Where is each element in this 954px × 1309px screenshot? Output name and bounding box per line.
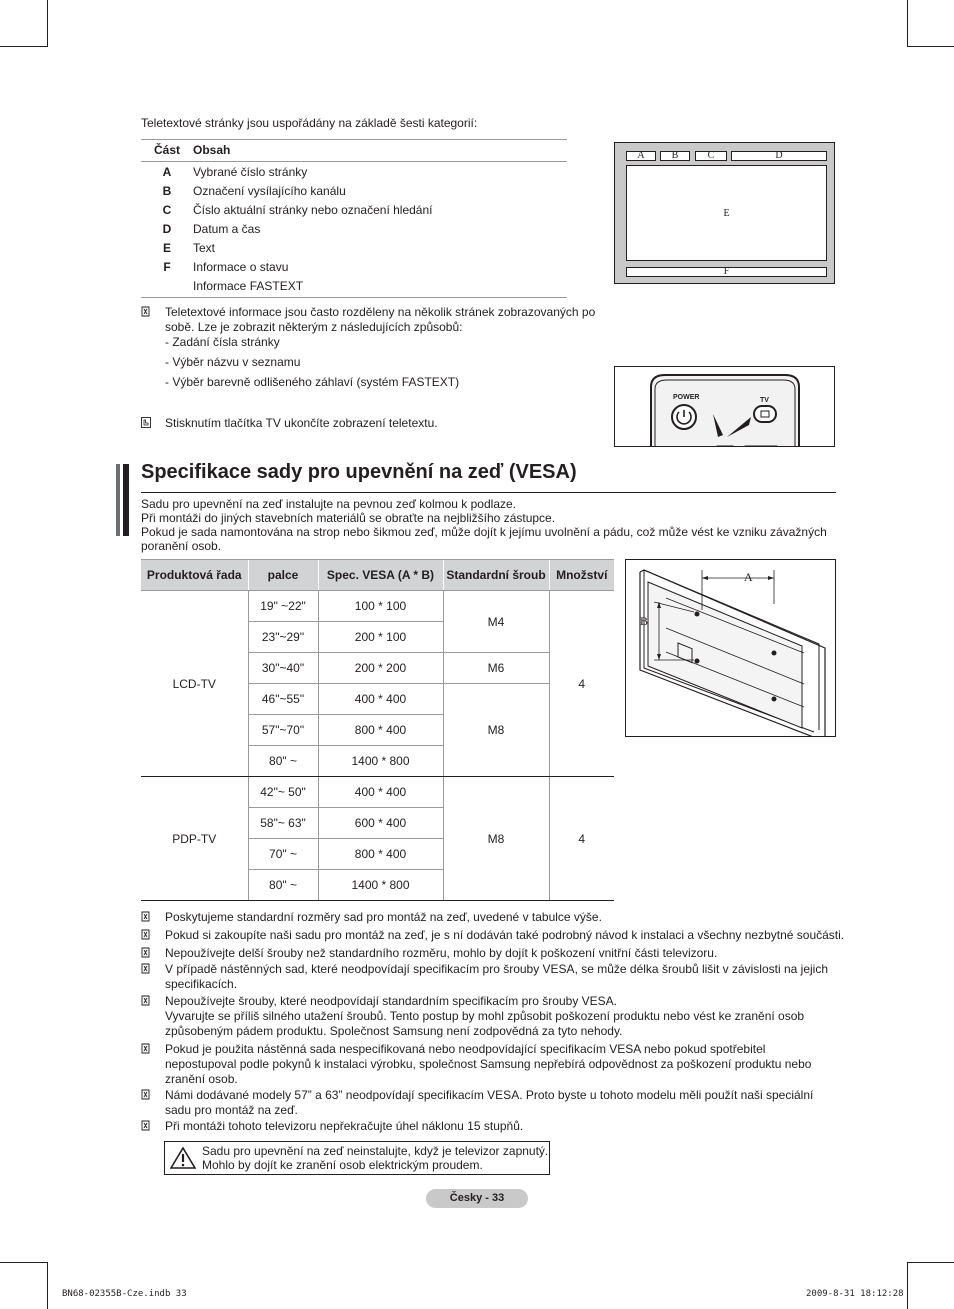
note-text: sadu pro montáž na zeď. bbox=[165, 1103, 298, 1117]
crop-mark bbox=[47, 1262, 48, 1309]
tv-note-text: Stisknutím tlačítka TV ukončíte zobrazení teletextu. bbox=[165, 416, 438, 430]
qty-cell: 4 bbox=[549, 777, 614, 901]
part-key bbox=[141, 276, 193, 295]
footer-date: 2009-8-31 18:12:28 bbox=[806, 1289, 904, 1299]
dimension-label-a: A bbox=[744, 570, 753, 584]
product-line-lcd: LCD-TV bbox=[141, 591, 248, 777]
spec-cell: 100 * 100 bbox=[318, 591, 443, 622]
note-text: Vyvarujte se příliš silného utažení šroubů. Tento postup by mohl způsobit poškození produktu nebo vést ke zranění osob bbox=[165, 1009, 805, 1023]
note-text: Pokud si zakoupíte naši sadu pro montáž na zeď, je s ní dodáván také podrobný návod k instalaci a všechny nezbytné součásti. bbox=[165, 928, 845, 942]
spec-cell: 800 * 400 bbox=[318, 839, 443, 870]
part-key: F bbox=[163, 259, 171, 274]
figure-label-e: E bbox=[626, 165, 827, 261]
table-row bbox=[141, 200, 567, 219]
note-text: nepostupoval podle pokynů k instalaci výrobku, společnost Samsung nepřebírá odpovědnost za poškození produktu nebo bbox=[165, 1057, 812, 1071]
note-icon bbox=[141, 963, 151, 974]
note-item bbox=[141, 1119, 841, 1134]
list-item-text: Výběr názvu v seznamu bbox=[172, 355, 301, 369]
wall-mount-figure bbox=[625, 559, 836, 737]
footer-file: BN68-02355B-Cze.indb 33 bbox=[62, 1289, 187, 1299]
figure-label-a: A bbox=[626, 151, 656, 161]
crop-mark bbox=[47, 0, 48, 47]
vesa-table bbox=[141, 559, 614, 901]
part-value: Vybrané číslo stránky bbox=[193, 164, 308, 179]
figure-label-d: D bbox=[731, 151, 827, 161]
tv-note bbox=[141, 416, 541, 431]
table-rule bbox=[141, 297, 567, 298]
section-title: Specifikace sady pro upevnění na zeď (VESA) bbox=[141, 461, 577, 483]
part-key: E bbox=[162, 240, 171, 255]
inch-cell: 30"~40" bbox=[248, 653, 318, 684]
part-key: C bbox=[162, 202, 172, 217]
figure-label-b: B bbox=[660, 151, 690, 161]
note-text: Při montáži tohoto televizoru nepřekračujte úhel náklonu 15 stupňů. bbox=[165, 1119, 524, 1133]
table-row bbox=[141, 238, 567, 257]
inch-cell: 80" ~ bbox=[248, 870, 318, 901]
note-icon bbox=[141, 947, 151, 958]
teletext-screen-figure bbox=[614, 142, 835, 284]
part-value: Text bbox=[193, 240, 216, 255]
screw-cell: M4 bbox=[443, 591, 549, 653]
spec-cell: 600 * 400 bbox=[318, 808, 443, 839]
part-value: Číslo aktuální stránky nebo označení hledání bbox=[193, 202, 433, 217]
intro-text: Teletextové stránky jsou uspořádány na základě šesti kategorií: bbox=[141, 116, 478, 130]
inch-cell: 42"~ 50" bbox=[248, 777, 318, 808]
note-item bbox=[141, 928, 845, 943]
note-text: zranění osob. bbox=[165, 1072, 238, 1086]
part-value: Označení vysílajícího kanálu bbox=[193, 183, 346, 198]
crop-mark bbox=[907, 46, 954, 47]
note-icon bbox=[141, 306, 151, 317]
note-text: sobě. Lze je zobrazit některým z následujících způsobů: bbox=[165, 320, 463, 334]
spec-cell: 200 * 100 bbox=[318, 622, 443, 653]
spec-cell: 400 * 400 bbox=[318, 777, 443, 808]
section-body bbox=[141, 497, 841, 553]
remote-control-drawing bbox=[615, 367, 835, 447]
list-item: - Výběr barevně odlišeného záhlaví (systém FASTEXT) bbox=[165, 375, 460, 389]
body-line: Při montáži do jiných stavebních materiálů se obraťte na nejbližšího zástupce. bbox=[141, 511, 556, 525]
section-rule bbox=[141, 492, 836, 493]
note-icon bbox=[141, 995, 151, 1006]
table-row bbox=[141, 257, 567, 276]
inch-cell: 57"~70" bbox=[248, 715, 318, 746]
list-item-text: Výběr barevně odlišeného záhlaví (systém FASTEXT) bbox=[172, 375, 460, 389]
spec-cell: 200 * 200 bbox=[318, 653, 443, 684]
note-text: Námi dodávané modely 57” a 63” neodpovídají specifikacím VESA. Proto byste u tohoto modelu měli použít naši speciální bbox=[165, 1088, 814, 1102]
list-item-text: Zadání čísla stránky bbox=[172, 335, 280, 349]
hand-icon bbox=[141, 417, 151, 428]
note-icon bbox=[141, 911, 151, 922]
spec-cell: 1400 * 800 bbox=[318, 746, 443, 777]
crop-mark bbox=[907, 1262, 908, 1309]
parts-table bbox=[141, 139, 567, 295]
inch-cell: 58"~ 63" bbox=[248, 808, 318, 839]
warning-line: Sadu pro upevnění na zeď neinstalujte, když je televizor zapnutý. bbox=[202, 1144, 549, 1158]
header-spec: Spec. VESA (A * B) bbox=[318, 560, 443, 591]
spec-cell: 1400 * 800 bbox=[318, 870, 443, 901]
page-number-label: Česky - 33 bbox=[426, 1189, 528, 1208]
inch-cell: 70" ~ bbox=[248, 839, 318, 870]
table-header-row bbox=[141, 139, 567, 162]
warning-text bbox=[202, 1144, 548, 1172]
note-item bbox=[141, 1088, 841, 1118]
inch-cell: 19" ~22" bbox=[248, 591, 318, 622]
inch-cell: 80" ~ bbox=[248, 746, 318, 777]
body-line: Pokud je sada namontována na strop nebo šikmou zeď, může dojít k jejímu uvolnění a pádu, což může vést ke vzniku závažných bbox=[141, 525, 827, 539]
header-qty: Množství bbox=[549, 560, 614, 591]
power-label: POWER bbox=[673, 394, 700, 401]
table-row bbox=[141, 276, 567, 295]
product-line-pdp: PDP-TV bbox=[141, 777, 248, 901]
inch-cell: 46"~55" bbox=[248, 684, 318, 715]
note-text: způsobeným pádem produktu. Společnost Samsung není zodpovědná za tyto nehody. bbox=[165, 1024, 623, 1038]
tv-back-drawing bbox=[626, 560, 836, 737]
list-item: - Zadání čísla stránky bbox=[165, 335, 280, 349]
teletext-note bbox=[141, 305, 621, 337]
note-text: Poskytujeme standardní rozměry sad pro montáž na zeď, uvedené v tabulce výše. bbox=[165, 910, 602, 924]
warning-box bbox=[164, 1141, 550, 1175]
header-inch: palce bbox=[248, 560, 318, 591]
screw-cell: M8 bbox=[443, 684, 549, 777]
note-item bbox=[141, 910, 841, 925]
note-icon bbox=[141, 1043, 151, 1054]
header-content: Obsah bbox=[193, 143, 231, 157]
note-text: Nepoužívejte delší šrouby než standardního rozměru, mohlo by dojít k poškození vnitřní části televizoru. bbox=[165, 946, 718, 960]
figure-label-f: F bbox=[626, 267, 827, 277]
table-header-row bbox=[141, 560, 614, 591]
part-value: Datum a čas bbox=[193, 221, 261, 236]
note-text: Teletextové informace jsou často rozděleny na několik stránek zobrazovaných po bbox=[165, 305, 596, 319]
warning-icon bbox=[170, 1147, 196, 1169]
dimension-label-b: B bbox=[640, 614, 649, 628]
qty-cell: 4 bbox=[549, 591, 614, 777]
note-text: V případě nástěnných sad, které neodpovídají specifikacím pro šrouby VESA, se může délka šroubů lišit v závislosti na jejich bbox=[165, 962, 829, 976]
table-row bbox=[141, 591, 614, 622]
crop-mark bbox=[0, 46, 47, 47]
note-text: Nepoužívejte šrouby, které neodpovídají standardním specifikacím pro šrouby VESA. bbox=[165, 994, 618, 1008]
header-product: Produktová řada bbox=[141, 560, 248, 591]
note-icon bbox=[141, 1089, 151, 1100]
screw-cell: M8 bbox=[443, 777, 549, 901]
list-item: - Výběr názvu v seznamu bbox=[165, 355, 301, 369]
note-item bbox=[141, 946, 841, 961]
part-key: B bbox=[162, 183, 172, 198]
header-screw: Standardní šroub bbox=[443, 560, 549, 591]
table-row bbox=[141, 181, 567, 200]
table-row bbox=[141, 162, 567, 181]
inch-cell: 23"~29" bbox=[248, 622, 318, 653]
spec-cell: 400 * 400 bbox=[318, 684, 443, 715]
note-text: specifikacích. bbox=[165, 977, 238, 991]
note-item bbox=[141, 1042, 841, 1087]
warning-line: Mohlo by dojít ke zranění osob elektrickým proudem. bbox=[202, 1158, 483, 1172]
crop-mark bbox=[0, 1262, 47, 1263]
spec-cell: 800 * 400 bbox=[318, 715, 443, 746]
crop-mark bbox=[907, 1262, 954, 1263]
screw-cell: M6 bbox=[443, 653, 549, 684]
note-icon bbox=[141, 929, 151, 940]
section-bar bbox=[116, 464, 120, 536]
header-part: Část bbox=[153, 143, 180, 157]
section-bar bbox=[123, 464, 129, 536]
part-key: A bbox=[162, 164, 172, 179]
remote-control-figure bbox=[614, 366, 835, 447]
body-line: poranění osob. bbox=[141, 539, 222, 553]
part-value: Informace FASTEXT bbox=[193, 278, 304, 293]
body-line: Sadu pro upevnění na zeď instalujte na pevnou zeď kolmou k podlaze. bbox=[141, 497, 516, 511]
figure-label-c: C bbox=[695, 151, 727, 161]
tv-label: TV bbox=[760, 397, 769, 404]
part-value: Informace o stavu bbox=[193, 259, 289, 274]
table-row bbox=[141, 219, 567, 238]
part-key: D bbox=[162, 221, 172, 236]
note-text: Pokud je použita nástěnná sada nespecifikovaná nebo neodpovídající specifikacím VESA nebo pokud spotřebitel bbox=[165, 1042, 766, 1056]
crop-mark bbox=[907, 0, 908, 47]
note-item bbox=[141, 962, 841, 992]
table-row bbox=[141, 777, 614, 808]
note-item bbox=[141, 994, 841, 1039]
note-icon bbox=[141, 1120, 151, 1131]
